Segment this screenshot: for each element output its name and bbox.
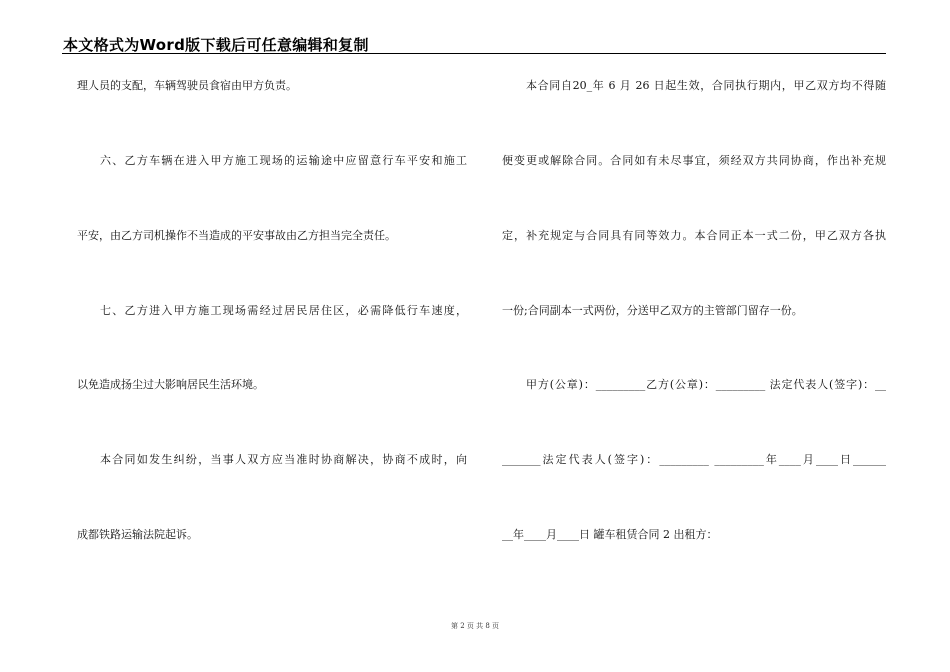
paragraph-line: 成都铁路运输法院起诉。 bbox=[77, 528, 198, 541]
paragraph-line: 以免造成扬尘过大影响居民生活环境。 bbox=[77, 378, 264, 391]
paragraph-line: 七、乙方进入甲方施工现场需经过居民居住区，必需降低行车速度， bbox=[100, 304, 467, 317]
paragraph-line: 一份;合同副本一式两份，分送甲乙双方的主管部门留存一份。 bbox=[502, 304, 803, 317]
signature-line: _______法定代表人(签字)：_________ _________年____月____日______ bbox=[502, 453, 886, 466]
paragraph-line: 理人员的支配，车辆驾驶员食宿由甲方负责。 bbox=[77, 79, 297, 92]
paragraph-line: 六、乙方车辆在进入甲方施工现场的运输途中应留意行车平安和施工 bbox=[100, 154, 467, 167]
page-number: 第 2 页 共 8 页 bbox=[450, 622, 500, 630]
right-text-column bbox=[502, 0, 886, 672]
paragraph-line: 本合同自20_年 6 月 26 日起生效，合同执行期内，甲乙双方均不得随 bbox=[526, 79, 886, 92]
paragraph-line: 定，补充规定与合同具有同等效力。本合同正本一式二份，甲乙双方各执 bbox=[502, 229, 886, 242]
document-header-title: 本文格式为Word版下载后可任意编辑和复制 bbox=[63, 36, 369, 54]
signature-line: 甲方(公章)：_________乙方(公章)：_________ 法定代表人(签字)：__ bbox=[526, 378, 886, 391]
paragraph-line: 便变更或解除合同。合同如有未尽事宜，须经双方共同协商，作出补充规 bbox=[502, 154, 886, 167]
signature-line: __年____月____日 罐车租赁合同 2 出租方： bbox=[502, 528, 718, 541]
paragraph-line: 本合同如发生纠纷，当事人双方应当准时协商解决，协商不成时，向 bbox=[100, 453, 467, 466]
left-text-column bbox=[77, 0, 467, 672]
paragraph-line: 平安，由乙方司机操作不当造成的平安事故由乙方担当完全责任。 bbox=[77, 229, 396, 242]
